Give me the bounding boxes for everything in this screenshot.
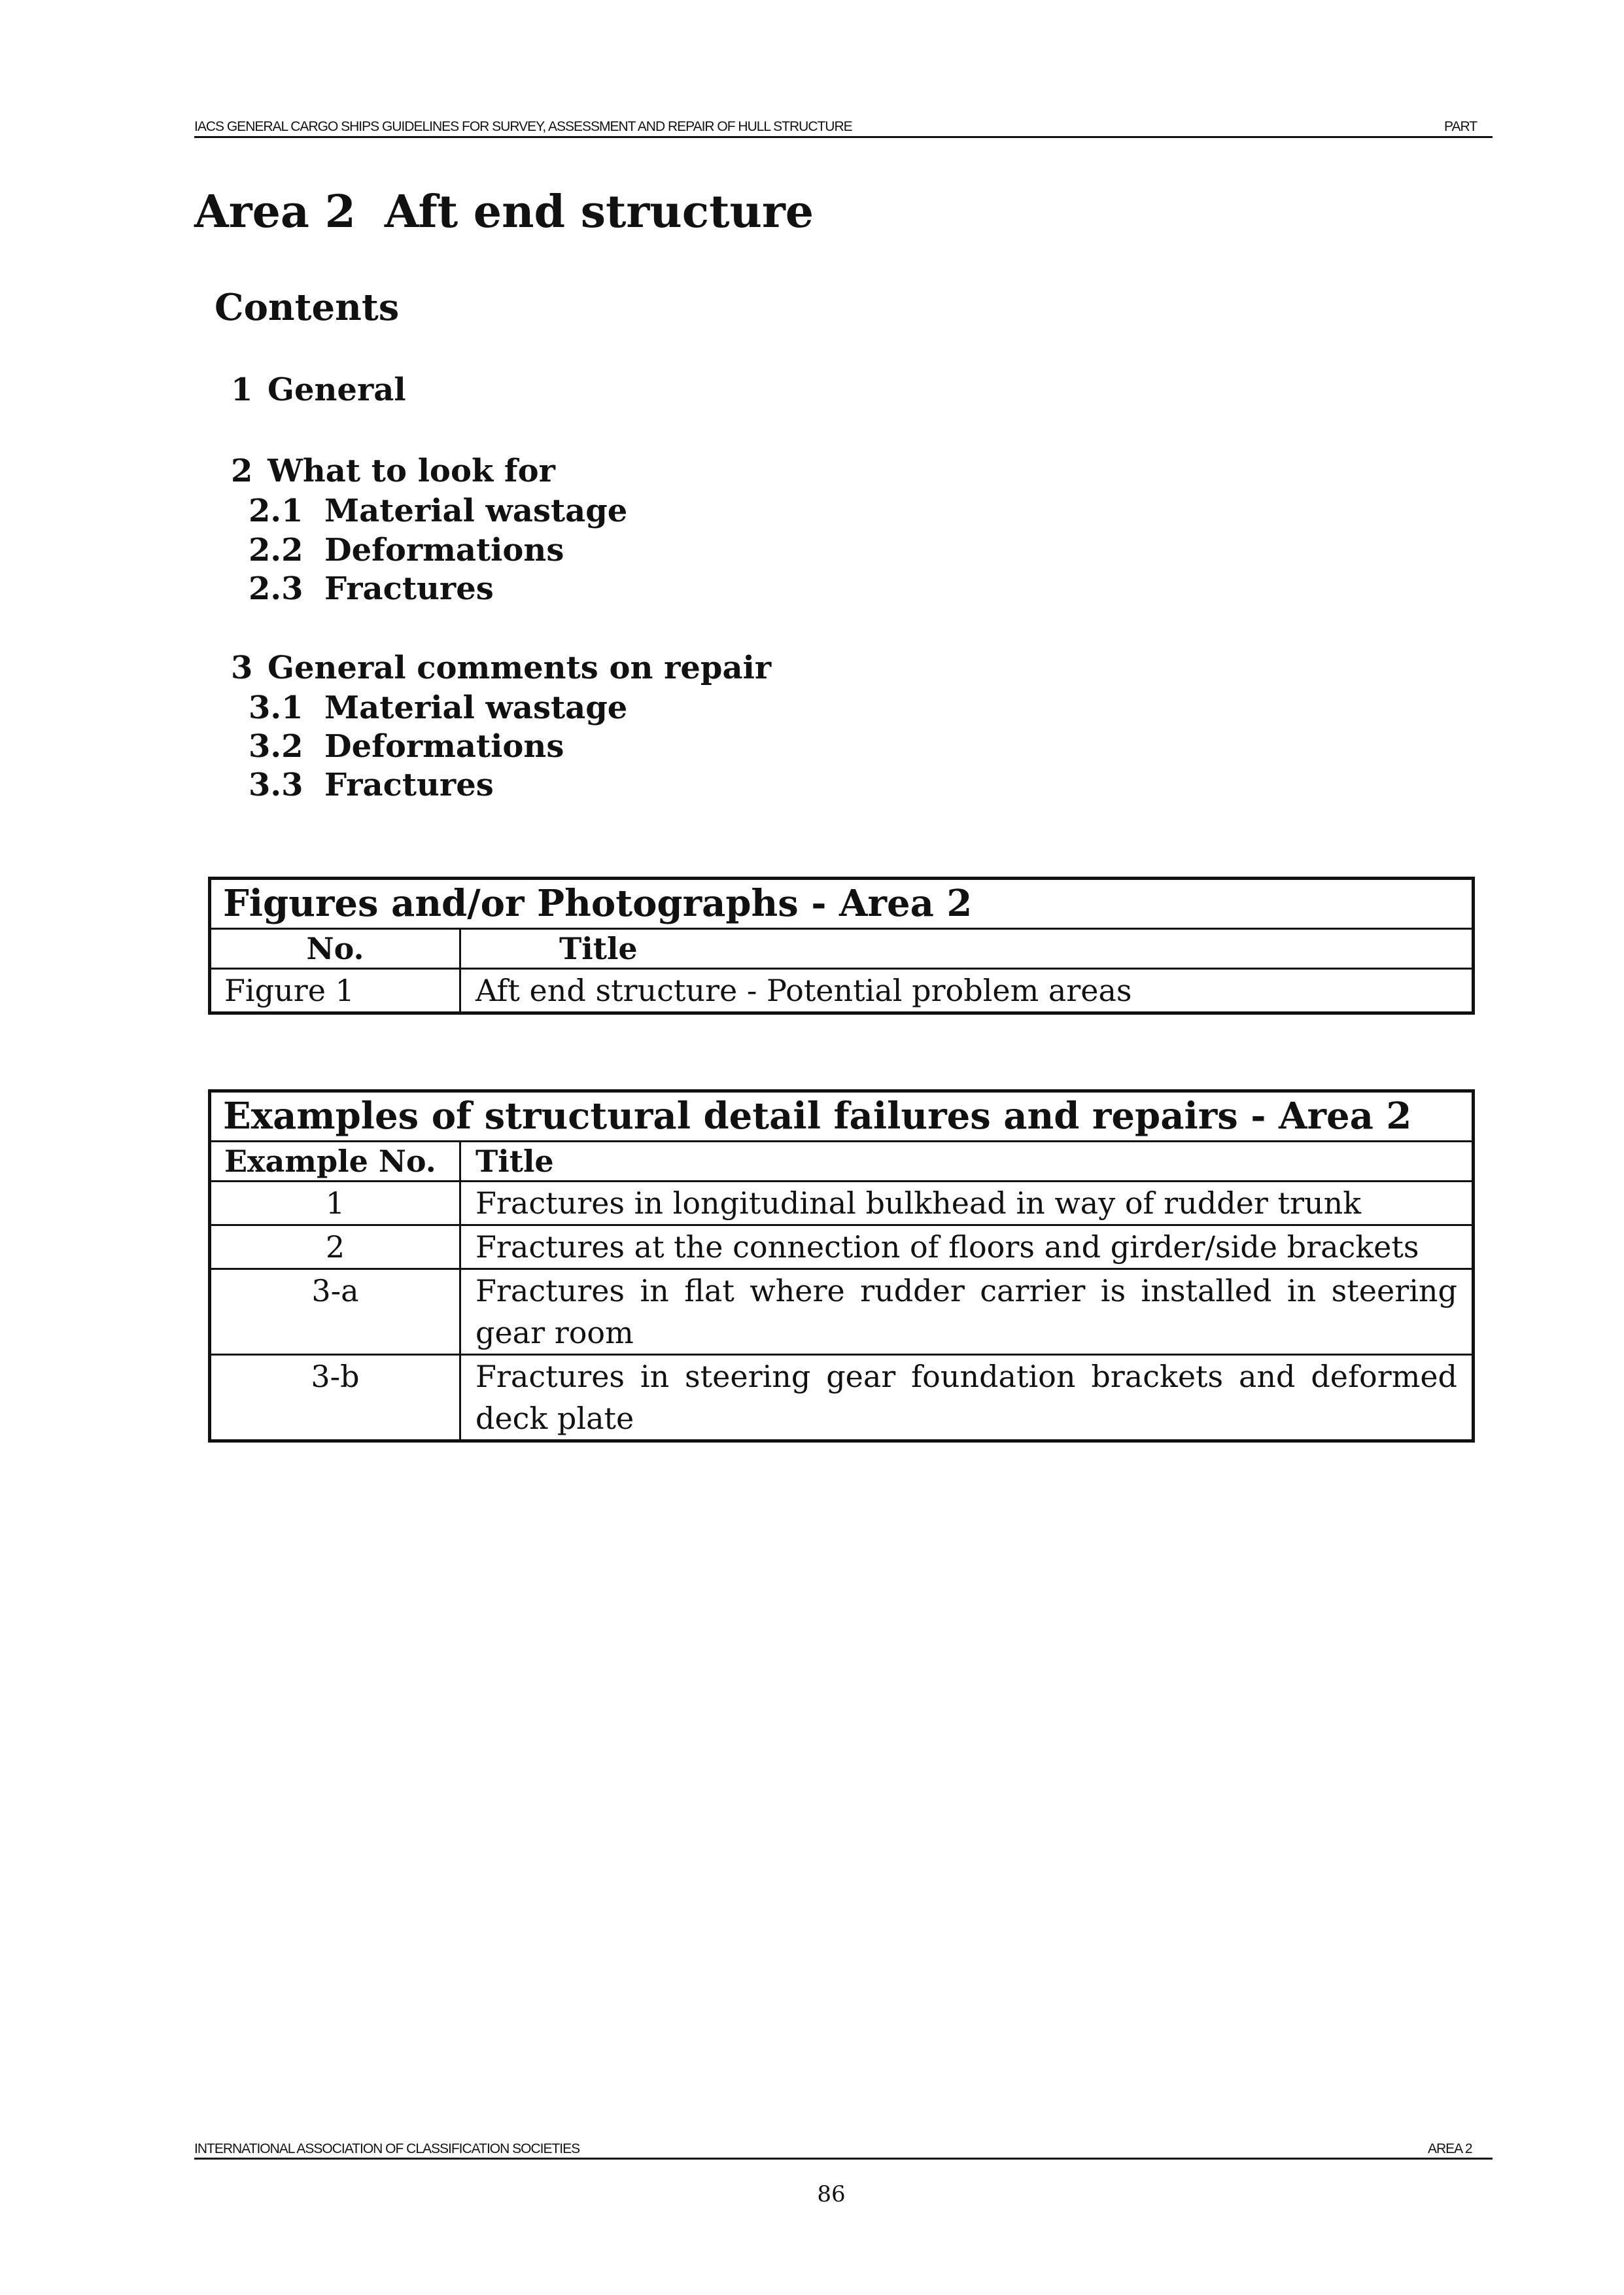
figure-number-cell: Figure 1 <box>210 969 460 1013</box>
toc-section-3[interactable] <box>231 650 771 686</box>
figures-table-title: Figures and/or Photographs - Area 2 <box>210 879 1474 929</box>
table-row <box>210 1225 1474 1269</box>
toc-subsection-3-1[interactable] <box>249 690 627 726</box>
toc-subsection-number: 2.1 <box>249 493 303 529</box>
toc-subsection-2-2[interactable] <box>249 532 564 569</box>
toc-section-label: What to look for <box>268 453 555 489</box>
toc-subsection-label: Fractures <box>324 570 494 607</box>
table-row <box>210 969 1474 1013</box>
running-header-title: IACS GENERAL CARGO SHIPS GUIDELINES FOR SURVEY, ASSESSMENT AND REPAIR OF HULL STRUCTURE <box>194 119 852 134</box>
table-row <box>210 1269 1474 1355</box>
example-number-cell: 3-a <box>210 1269 460 1355</box>
example-title-cell: Fractures in steering gear foundation brackets and deformed deck plate <box>460 1355 1474 1441</box>
contents-heading: Contents <box>215 286 400 329</box>
page-title-name: Aft end structure <box>384 186 814 238</box>
toc-subsection-number: 2.2 <box>249 532 303 569</box>
examples-table <box>208 1089 1475 1443</box>
running-header-part: PART <box>1444 119 1477 134</box>
example-title-cell: Fractures in longitudinal bulkhead in way of rudder trunk <box>460 1182 1474 1225</box>
toc-subsection-number: 3.1 <box>249 690 303 726</box>
examples-table-title: Examples of structural detail failures and repairs - Area 2 <box>210 1091 1474 1142</box>
toc-section-number: 2 <box>231 453 253 489</box>
toc-section-2[interactable] <box>231 453 555 489</box>
figures-col-title-header: Title <box>460 929 1474 969</box>
toc-subsection-label: Material wastage <box>324 493 628 529</box>
toc-subsection-2-1[interactable] <box>249 493 627 529</box>
toc-subsection-number: 2.3 <box>249 570 303 607</box>
example-number-cell: 1 <box>210 1182 460 1225</box>
toc-subsection-2-3[interactable] <box>249 570 494 607</box>
toc-section-1[interactable] <box>231 372 406 408</box>
toc-subsection-number: 3.2 <box>249 728 303 765</box>
toc-subsection-label: Deformations <box>324 728 564 765</box>
running-footer-org: INTERNATIONAL ASSOCIATION OF CLASSIFICATION SOCIETIES <box>194 2141 580 2156</box>
examples-col-no-header: Example No. <box>210 1142 460 1182</box>
header-rule <box>194 136 1493 138</box>
toc-subsection-label: Fractures <box>324 767 494 803</box>
table-row <box>210 1355 1474 1441</box>
figures-col-no-header: No. <box>210 929 460 969</box>
table-row <box>210 1182 1474 1225</box>
page-number: 86 <box>817 2181 846 2207</box>
toc-subsection-3-3[interactable] <box>249 767 494 803</box>
example-title-cell: Fractures in flat where rudder carrier is installed in steering gear room <box>460 1269 1474 1355</box>
toc-section-label: General comments on repair <box>268 650 772 686</box>
example-number-cell: 2 <box>210 1225 460 1269</box>
figure-title-cell: Aft end structure - Potential problem areas <box>460 969 1474 1013</box>
figures-table <box>208 877 1475 1015</box>
toc-section-number: 1 <box>231 372 253 408</box>
page-title-area: Area 2 <box>194 186 356 238</box>
toc-subsection-number: 3.3 <box>249 767 303 803</box>
example-title-cell: Fractures at the connection of floors and girder/side brackets <box>460 1225 1474 1269</box>
toc-subsection-label: Material wastage <box>324 690 628 726</box>
page-title <box>194 186 814 238</box>
examples-col-title-header: Title <box>460 1142 1474 1182</box>
toc-section-number: 3 <box>231 650 253 686</box>
running-footer-area: AREA 2 <box>1428 2141 1472 2156</box>
toc-subsection-label: Deformations <box>324 532 564 569</box>
toc-section-label: General <box>268 372 406 408</box>
footer-rule <box>194 2158 1493 2160</box>
example-number-cell: 3-b <box>210 1355 460 1441</box>
toc-subsection-3-2[interactable] <box>249 728 564 765</box>
